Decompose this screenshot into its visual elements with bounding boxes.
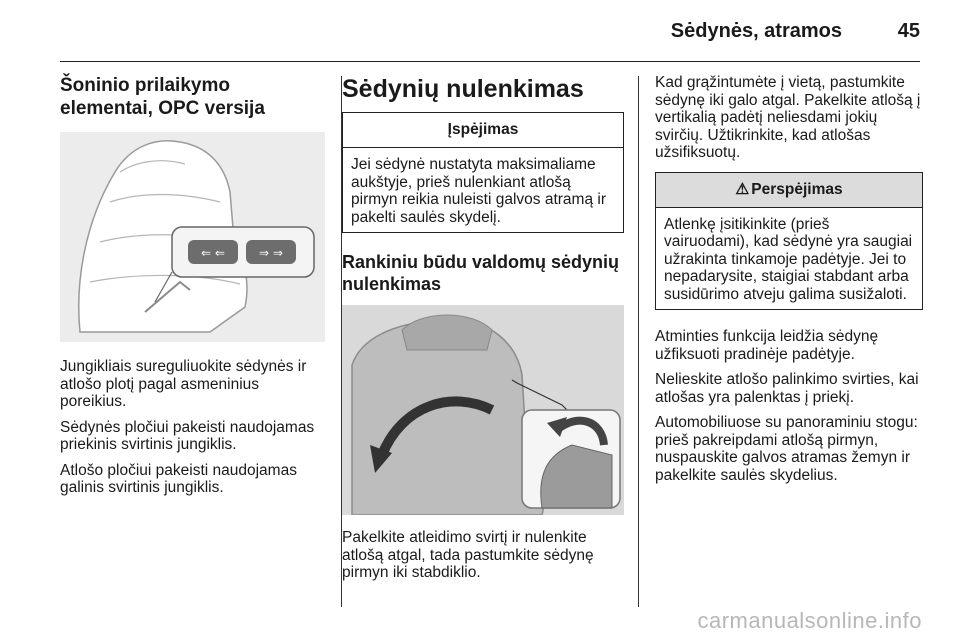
- seat-switch-illustration: [60, 132, 325, 342]
- section-heading: Sėdynių nulenkimas: [342, 75, 584, 103]
- caution-text: Atlenkę įsitikinkite (prieš vairuodami), kad sėdynė yra saugiai užrakinta tinkamoje padėtyje. Jei to nepadarysite, staigiai stabdant arba susidūrimo atveju galima susižaloti.: [664, 215, 913, 303]
- section-heading: Šoninio prilaikymo elementai, OPC versija: [60, 75, 265, 119]
- column-3: [655, 74, 923, 492]
- paragraph: Sėdynės pločiui pakeisti naudojamas priekinis svirtinis jungiklis.: [60, 418, 315, 453]
- warning-text: Jei sėdynė nustatyta maksimaliame aukštyje, prieš nulenkiant atlošą pirmyn reikia nuleisti galvos atramą ir pakelti saulės skydelį.: [351, 156, 606, 226]
- header-title: Sėdynės, atramos: [670, 20, 842, 42]
- page-number: 45: [897, 20, 920, 42]
- page-header: [0, 0, 960, 62]
- caution-title: Perspėjimas: [751, 180, 843, 198]
- paragraph: Atlošo pločiui pakeisti naudojamas galinis svirtinis jungiklis.: [60, 461, 297, 496]
- column-divider: [638, 76, 639, 607]
- svg-text:⇒ ⇒: ⇒ ⇒: [259, 246, 283, 260]
- column-1: [60, 74, 325, 505]
- warning-box: [342, 112, 624, 233]
- caution-box: [655, 172, 923, 311]
- subsection-heading: Rankiniu būdu valdomų sėdynių nulenkimas: [342, 252, 620, 294]
- seat-fold-icon: [342, 305, 624, 515]
- paragraph: Pakelkite atleidimo svirtį ir nulenkite atlošą atgal, tada pastumkite sėdynę pirmyn iki stabdiklio.: [342, 529, 594, 581]
- svg-text:⇐ ⇐: ⇐ ⇐: [201, 246, 225, 260]
- header-divider: [60, 61, 920, 62]
- caution-header: [656, 173, 922, 208]
- column-2: [342, 74, 624, 590]
- paragraph: Kad grąžintumėte į vietą, pastumkite sėdynę iki galo atgal. Pakelkite atlošą į vertikalią padėtį neliesdami jokių svirčių. Užtikrinkite, kad atlošas užsifiksuotų.: [655, 74, 921, 161]
- seat-fold-illustration: [342, 305, 624, 515]
- paragraph: Automobiliuose su panoraminiu stogu: prieš pakreipdami atlošą pirmyn, nuspauskite galvos atramas žemyn ir pakelkite saulės skydelius.: [655, 414, 918, 484]
- warning-title: Įspėjimas: [343, 113, 623, 148]
- watermark: carmanualsonline.info: [697, 608, 922, 633]
- warning-triangle-icon: ⚠: [735, 180, 750, 198]
- paragraph: Atminties funkcija leidžia sėdynę užfiksuoti pradinėje padėtyje.: [655, 328, 879, 363]
- seat-icon: [60, 132, 325, 342]
- paragraph: Jungikliais sureguliuokite sėdynės ir atlošo plotį pagal asmeninius poreikius.: [60, 358, 307, 410]
- paragraph: Nelieskite atlošo palinkimo svirties, kai atlošas yra palenktas į priekį.: [655, 371, 919, 406]
